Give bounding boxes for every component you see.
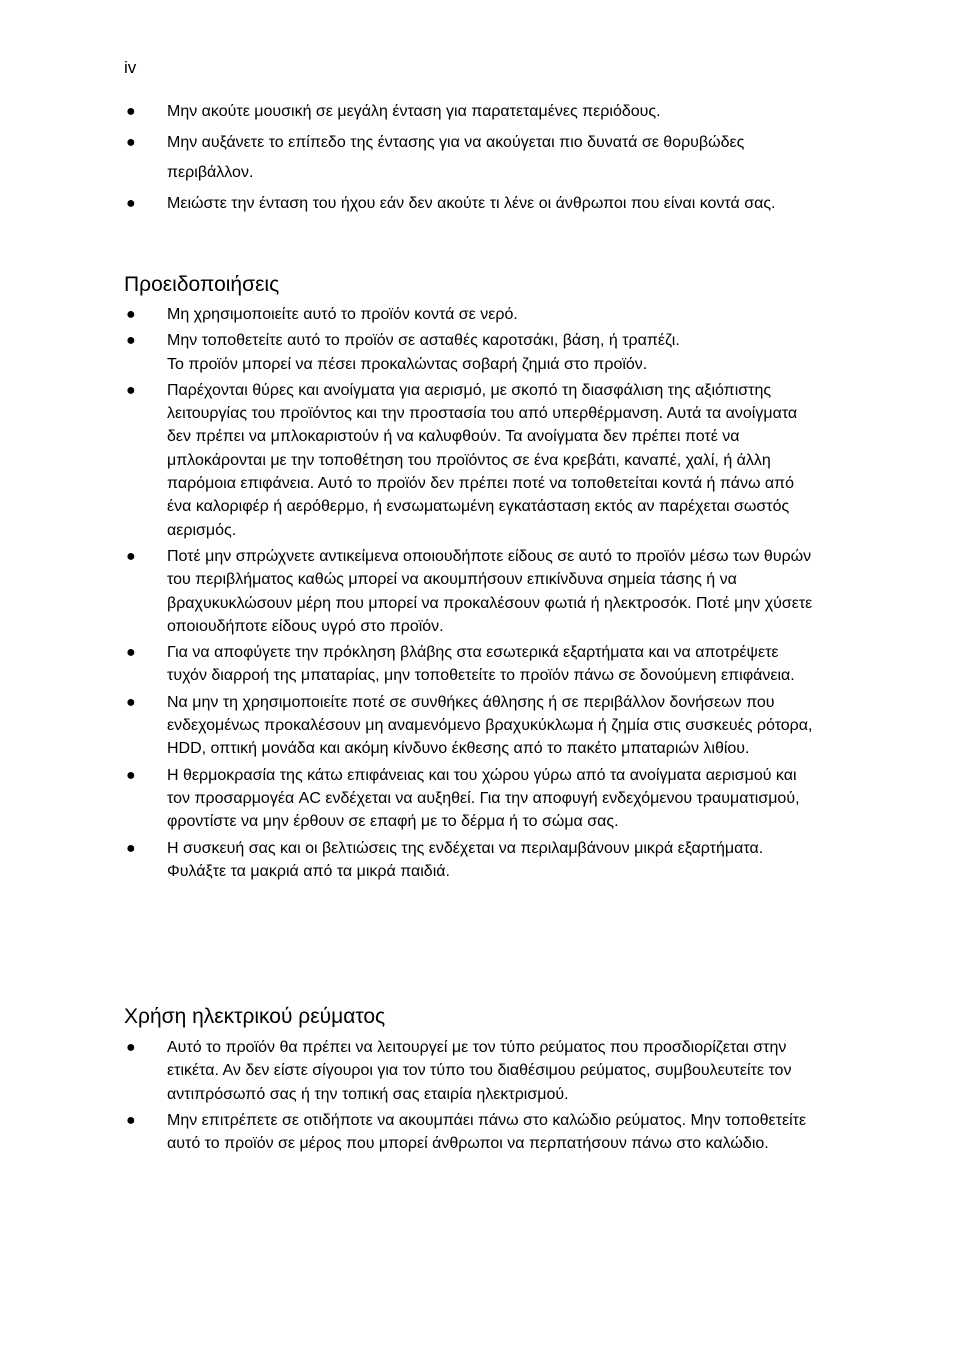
bullet-icon: ●	[126, 547, 136, 565]
bullet-icon: ●	[126, 839, 136, 857]
list-item-text: Μειώστε την ένταση του ήχου εάν δεν ακούτε τι λένε οι άνθρωποι που είναι κοντά σας.	[167, 195, 776, 212]
bullet-icon: ●	[126, 1039, 136, 1056]
bullet-icon: ●	[126, 195, 136, 212]
list-item	[124, 691, 814, 761]
bullet-icon: ●	[126, 644, 136, 662]
list-item-text: Για να αποφύγετε την πρόκληση βλάβης στα εσωτερικά εξαρτήματα και να αποτρέψετε τυχόν διαρροή της μπαταρίας, μην τοποθετείτε το προϊόν πάνω σε δονούμενη επιφάνεια.	[167, 644, 795, 685]
warnings-list	[124, 303, 814, 886]
list-item	[124, 379, 814, 542]
list-item-text: Μην αυξάνετε το επίπεδο της έντασης για να ακούγεται πιο δυνατά σε θορυβώδες περιβάλλον.	[167, 134, 745, 181]
list-item	[124, 189, 814, 219]
bullet-icon: ●	[126, 1111, 136, 1129]
bullet-icon: ●	[126, 766, 136, 784]
listening-tips-list	[124, 97, 814, 220]
list-item	[124, 764, 814, 834]
list-item-text: Μη χρησιμοποιείτε αυτό το προϊόν κοντά σε νερό.	[167, 306, 518, 323]
list-item	[124, 329, 814, 376]
list-item-text: Να μην τη χρησιμοποιείτε ποτέ σε συνθήκες άθλησης ή σε περιβάλλον δονήσεων που ενδεχομένως προκαλέσουν μη αναμενόμενο βραχυκύκλωμα ή ζημία στις συσκευές ρότορα, HDD, οπτική μονάδα και ακόμη κίνδυνο έκθεσης από το πακέτο μπαταριών λιθίου.	[167, 693, 813, 758]
power-usage-heading: Χρήση ηλεκτρικού ρεύματος	[124, 1005, 386, 1028]
list-item-text: Αυτό το προϊόν θα πρέπει να λειτουργεί με τον τύπο ρεύματος που προσδιορίζεται στην ετικέτα. Αν δεν είστε σίγουροι για τον τύπο του διαθέσιμου ρεύματος, συμβουλευτείτε τον αντιπρόσωπό σας ή την τοπική σας εταιρία ηλεκτρισμού.	[167, 1039, 792, 1103]
list-item-text: Μην τοποθετείτε αυτό το προϊόν σε ασταθές καροτσάκι, βάση, ή τραπέζι. Το προϊόν μπορεί να πέσει προκαλώντας σοβαρή ζημιά στο προϊόν.	[167, 332, 680, 373]
list-item	[124, 545, 814, 638]
bullet-icon: ●	[126, 332, 136, 350]
list-item-text: Η συσκευή σας και οι βελτιώσεις της ενδέχεται να περιλαμβάνουν μικρά εξαρτήματα. Φυλάξτε τα μακριά από τα μικρά παιδιά.	[167, 839, 764, 880]
power-usage-list	[124, 1036, 814, 1158]
list-item	[124, 1036, 814, 1106]
list-item	[124, 303, 814, 326]
bullet-icon: ●	[126, 381, 136, 399]
list-item-text: Μην ακούτε μουσική σε μεγάλη ένταση για παρατεταμένες περιόδους.	[167, 103, 661, 120]
list-item	[124, 128, 814, 188]
bullet-icon: ●	[126, 306, 136, 323]
bullet-icon: ●	[126, 693, 136, 711]
list-item	[124, 97, 814, 127]
list-item-text: Μην επιτρέπετε σε οτιδήποτε να ακουμπάει πάνω στο καλώδιο ρεύματος. Μην τοποθετείτε αυτό το προϊόν σε μέρος που μπορεί άνθρωποι να περπατήσουν πάνω στο καλώδιο.	[167, 1111, 807, 1153]
list-item-text: Η θερμοκρασία της κάτω επιφάνειας και του χώρου γύρω από τα ανοίγματα αερισμού και τον προσαρμογέα AC ενδέχεται να αυξηθεί. Για την αποφυγή ενδεχόμενου τραυματισμού, φροντίστε να μην έρθουν σε επαφή με το δέρμα ή το σώμα σας.	[167, 766, 800, 831]
list-item-text: Παρέχονται θύρες και ανοίγματα για αερισμό, με σκοπό τη διασφάλιση της αξιόπιστης λειτουργίας του προϊόντος και την προστασία του από υπερθέρμανση. Αυτά τα ανοίγματα δεν πρέπει να μπλοκαριστούν ή να καλυφθούν. Τα ανοίγματα δεν πρέπει ποτέ να μπλοκάρονται με την τοποθέτηση του προϊόντος σε ένα κρεβάτι, καναπέ, χαλί, ή άλλη παρόμοια επιφάνεια. Αυτό το προϊόν δεν πρέπει ποτέ να τοποθετείται κοντά ή πάνω από ένα καλοριφέρ ή αερόθερμο, ή ενσωματωμένη εγκατάσταση εκτός αν παρέχεται σωστός αερισμός.	[167, 381, 798, 539]
list-item	[124, 641, 814, 688]
list-item	[124, 837, 814, 884]
warnings-heading: Προειδοποιήσεις	[124, 273, 280, 296]
list-item-text: Ποτέ μην σπρώχνετε αντικείμενα οποιουδήποτε είδους σε αυτό το προϊόν μέσω των θυρών του περιβλήματος καθώς μπορεί να ακουμπήσουν επικίνδυνα σημεία τάσης ή να βραχυκυκλώσουν μέρη που μπορεί να προκαλέσουν φωτιά ή ηλεκτροσόκ. Ποτέ μην χύσετε οποιουδήποτε είδους υγρό στο προϊόν.	[167, 547, 813, 635]
bullet-icon: ●	[126, 134, 136, 151]
list-item	[124, 1109, 814, 1156]
page-number: iv	[124, 58, 137, 77]
bullet-icon: ●	[126, 103, 136, 120]
